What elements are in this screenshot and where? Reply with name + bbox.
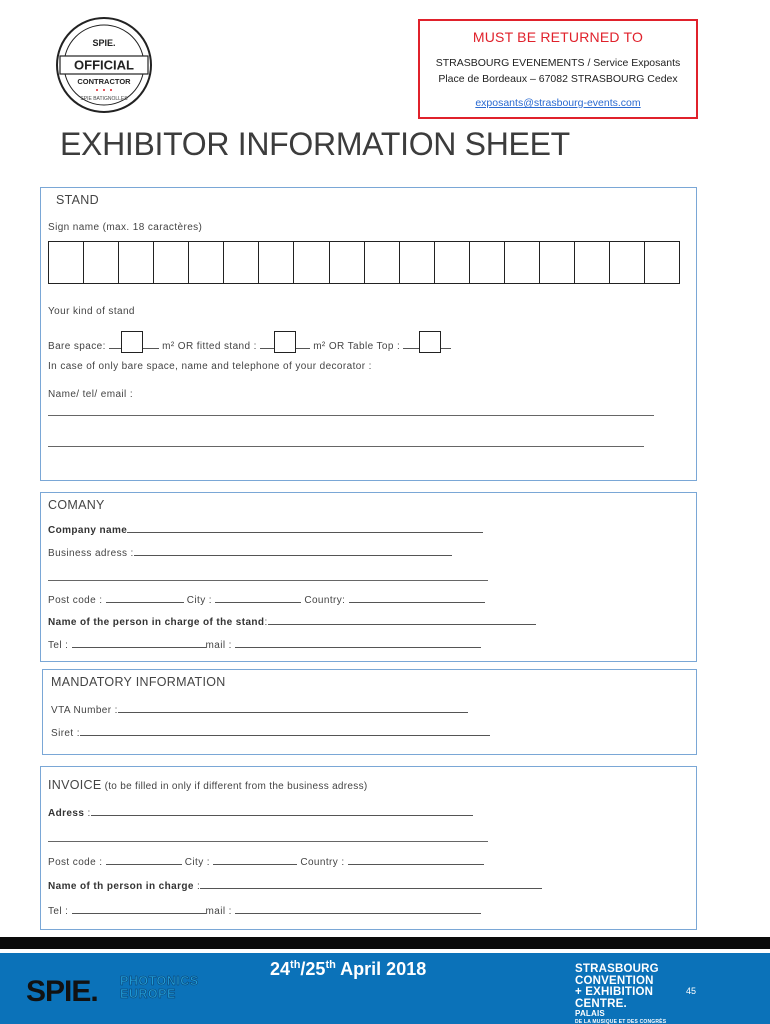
vta-row bbox=[51, 703, 468, 716]
invoice-heading-text: INVOICE bbox=[48, 778, 102, 792]
return-organisation: STRASBOURG EVENEMENTS / Service Exposants bbox=[435, 57, 681, 69]
event-logo-line2: EUROPE bbox=[120, 987, 176, 1001]
siret-label: Siret : bbox=[51, 728, 80, 739]
bare-space-blank[interactable] bbox=[109, 339, 121, 349]
company-heading: COMANY bbox=[48, 498, 105, 512]
seal-top-text: SPIE. bbox=[92, 38, 116, 48]
invoice-country-field[interactable] bbox=[348, 855, 484, 865]
sign-char-cell[interactable] bbox=[645, 242, 679, 283]
date-month-year: April 2018 bbox=[335, 959, 427, 979]
return-address-box bbox=[418, 19, 698, 119]
mail-field[interactable] bbox=[235, 638, 481, 648]
table-top-blank[interactable] bbox=[403, 339, 419, 349]
sign-char-cell[interactable] bbox=[259, 242, 294, 283]
mandatory-heading: MANDATORY INFORMATION bbox=[51, 675, 226, 689]
country-label: Country: bbox=[301, 595, 349, 606]
sign-name-label: Sign name (max. 18 caractères) bbox=[48, 222, 203, 233]
vta-label: VTA Number : bbox=[51, 705, 118, 716]
business-address-field[interactable] bbox=[134, 546, 452, 556]
table-top-end-blank[interactable] bbox=[441, 339, 451, 349]
name-tel-email-label: Name/ tel/ email : bbox=[48, 389, 134, 400]
sign-char-cell[interactable] bbox=[400, 242, 435, 283]
page-title: EXHIBITOR INFORMATION SHEET bbox=[60, 126, 570, 162]
invoice-post-code-field[interactable] bbox=[106, 855, 182, 865]
business-address-label: Business adress : bbox=[48, 548, 134, 559]
siret-row bbox=[51, 726, 490, 739]
seal-sub-text: CONTRACTOR bbox=[77, 77, 131, 86]
venue-logo bbox=[575, 964, 666, 1024]
post-code-label: Post code : bbox=[48, 595, 106, 606]
sign-char-cell[interactable] bbox=[119, 242, 154, 283]
sign-char-cell[interactable] bbox=[49, 242, 84, 283]
sign-char-cell[interactable] bbox=[294, 242, 329, 283]
venue-line-6: DE LA MUSIQUE ET DES CONGRÈS bbox=[575, 1019, 667, 1024]
decorator-line-1[interactable] bbox=[48, 415, 654, 416]
invoice-tel-row bbox=[48, 904, 481, 917]
sign-name-grid[interactable] bbox=[48, 241, 680, 284]
page-number: 45 bbox=[686, 986, 697, 996]
sign-char-cell[interactable] bbox=[575, 242, 610, 283]
date-day-2: /25 bbox=[300, 959, 326, 979]
invoice-tel-label: Tel : bbox=[48, 906, 72, 917]
invoice-post-code-label: Post code : bbox=[48, 857, 106, 868]
vta-field[interactable] bbox=[118, 703, 468, 713]
invoice-person-colon: : bbox=[193, 881, 201, 892]
person-in-charge-row: Name of the person in charge of the stand: bbox=[48, 615, 536, 628]
venue-line-3: + EXHIBITION bbox=[575, 986, 654, 998]
invoice-tel-field[interactable] bbox=[72, 904, 206, 914]
company-name-row bbox=[48, 523, 483, 536]
stand-kind-row bbox=[48, 331, 451, 353]
venue-line-4: CENTRE. bbox=[575, 997, 627, 1010]
company-section bbox=[40, 492, 697, 662]
date-sup-2: th bbox=[325, 959, 336, 971]
seal-graphic bbox=[55, 16, 153, 114]
table-top-label: m² OR Table Top : bbox=[310, 341, 404, 352]
invoice-mail-field[interactable] bbox=[235, 904, 481, 914]
stand-heading: STAND bbox=[56, 193, 99, 207]
person-in-charge-field[interactable] bbox=[268, 615, 536, 625]
sign-char-cell[interactable] bbox=[189, 242, 224, 283]
company-name-field[interactable] bbox=[127, 523, 483, 533]
fitted-stand-label: m² OR fitted stand : bbox=[158, 341, 261, 352]
mail-label: mail : bbox=[205, 640, 236, 651]
invoice-person-label: Name of th person in charge bbox=[48, 881, 194, 892]
invoice-address-row bbox=[48, 806, 473, 819]
company-name-label: Company name bbox=[48, 525, 128, 536]
seal-main-text: OFFICIAL bbox=[74, 57, 134, 73]
spie-logo: SPIE. bbox=[26, 975, 98, 1008]
invoice-address-colon: : bbox=[84, 808, 91, 819]
fitted-blank[interactable] bbox=[260, 339, 274, 349]
invoice-address-line-2[interactable] bbox=[48, 841, 488, 842]
sign-char-cell[interactable] bbox=[330, 242, 365, 283]
sign-char-cell[interactable] bbox=[505, 242, 540, 283]
country-field[interactable] bbox=[349, 593, 485, 603]
city-field[interactable] bbox=[215, 593, 301, 603]
venue-line-5: PALAIS bbox=[575, 1009, 605, 1018]
invoice-postcode-row bbox=[48, 855, 484, 868]
bare-space-checkbox[interactable] bbox=[121, 331, 143, 353]
person-in-charge-label: Name of the person in charge of the stand bbox=[48, 617, 265, 628]
event-dates bbox=[270, 959, 426, 980]
decorator-label: In case of only bare space, name and telephone of your decorator : bbox=[48, 361, 372, 372]
invoice-heading-note: (to be filled in only if different from the business adress) bbox=[101, 781, 368, 792]
date-sup-1: th bbox=[290, 959, 301, 971]
venue-line-1: STRASBOURG bbox=[575, 963, 659, 975]
sign-char-cell[interactable] bbox=[224, 242, 259, 283]
table-top-checkbox[interactable] bbox=[419, 331, 441, 353]
sign-char-cell[interactable] bbox=[470, 242, 505, 283]
company-tel-row bbox=[48, 638, 481, 651]
company-postcode-row bbox=[48, 593, 485, 606]
tel-label: Tel : bbox=[48, 640, 72, 651]
decorator-line-2[interactable] bbox=[48, 446, 644, 447]
event-logo bbox=[120, 975, 199, 1001]
invoice-mail-label: mail : bbox=[205, 906, 236, 917]
venue-line-2: CONVENTION bbox=[575, 974, 654, 987]
tel-field[interactable] bbox=[72, 638, 206, 648]
post-code-field[interactable] bbox=[106, 593, 184, 603]
seal-ring-text: SPIE BATIGNOLLES bbox=[80, 96, 128, 102]
invoice-address-field[interactable] bbox=[91, 806, 473, 816]
invoice-city-field[interactable] bbox=[213, 855, 297, 865]
bare-space-label: Bare space: bbox=[48, 341, 109, 352]
invoice-address-label: Adress bbox=[48, 808, 85, 819]
invoice-person-row bbox=[48, 879, 542, 892]
sign-char-cell[interactable] bbox=[154, 242, 189, 283]
sign-char-cell[interactable] bbox=[365, 242, 400, 283]
fitted-stand-checkbox[interactable] bbox=[274, 331, 296, 353]
bare-space-m2-blank[interactable] bbox=[143, 339, 159, 349]
invoice-heading bbox=[48, 778, 368, 792]
footer-divider bbox=[0, 937, 770, 949]
return-title: MUST BE RETURNED TO bbox=[472, 29, 644, 45]
return-address: Place de Bordeaux – 67082 STRASBOURG Cedex bbox=[438, 73, 678, 85]
business-address-row bbox=[48, 546, 452, 559]
city-label: City : bbox=[183, 595, 216, 606]
event-logo-line1: PHOTONICS bbox=[120, 974, 199, 988]
invoice-country-label: Country : bbox=[297, 857, 348, 868]
business-address-line-2[interactable] bbox=[48, 580, 488, 581]
return-email-link[interactable]: exposants@strasbourg-events.com bbox=[475, 97, 641, 109]
footer-banner bbox=[0, 953, 770, 1024]
invoice-person-field[interactable] bbox=[200, 879, 542, 889]
fitted-m2-blank[interactable] bbox=[296, 339, 310, 349]
sign-char-cell[interactable] bbox=[540, 242, 575, 283]
sign-char-cell[interactable] bbox=[610, 242, 645, 283]
date-day-1: 24 bbox=[270, 959, 291, 979]
siret-field[interactable] bbox=[80, 726, 490, 736]
official-contractor-seal bbox=[55, 16, 153, 114]
sign-char-cell[interactable] bbox=[84, 242, 119, 283]
sign-char-cell[interactable] bbox=[435, 242, 470, 283]
stand-kind-label: Your kind of stand bbox=[48, 306, 135, 317]
invoice-city-label: City : bbox=[181, 857, 214, 868]
